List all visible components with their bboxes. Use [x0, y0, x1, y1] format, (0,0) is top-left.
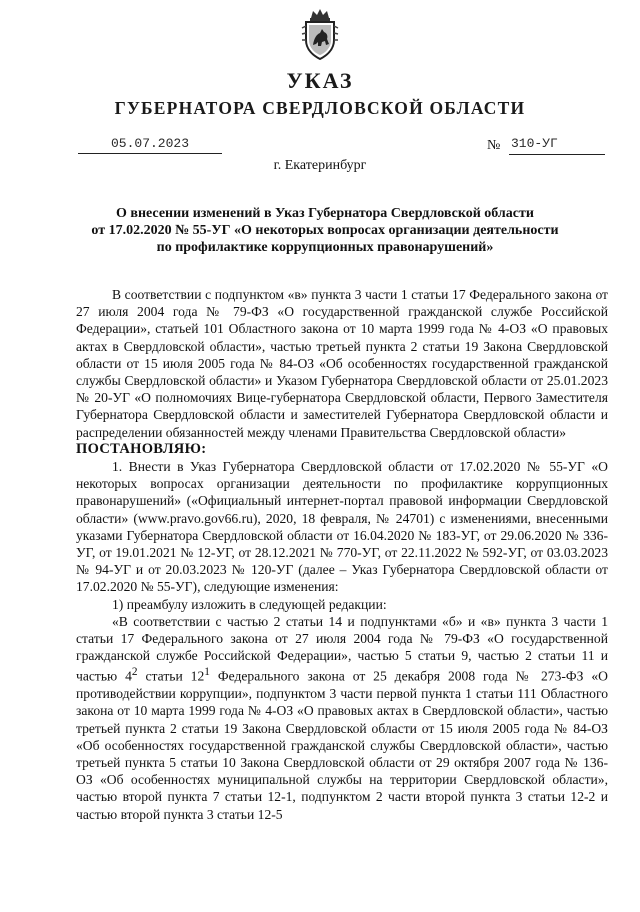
heading-line: О внесении изменений в Указ Губернатора Свердловской области: [116, 206, 534, 221]
quote-text: статьи 12: [137, 669, 205, 684]
document-body: [76, 286, 608, 823]
quote-text: Федерального закона от 25 декабря 2008 года № 273-ФЗ «О противодействии коррупции», подпунктом 3 части первой пункта 1 статьи 111 Областного закона от 10 марта 1999 года № 4-ОЗ «О правовых актах в Свердловской области», частью третьей пункта 2 статьи 19 Закона Свердловской области от 15 июля 2005 года № 84-ОЗ «Об особенностях государственной гражданской службы Свердловской области», частью третьей пункта 5 статьи 10 Закона Свердловской области от 29 октября 2007 года № 136-ОЗ «Об особенностях муниципальной службы на территории Свердловской области», частью второй пункта 7 статьи 12-1, подпунктом 2 части второй пункта 3 статьи 12-2 и частью второй пункта 3 статьи 12-5: [76, 669, 608, 822]
number-label: №: [487, 138, 501, 153]
document-subtitle: ГУБЕРНАТОРА СВЕРДЛОВСКОЙ ОБЛАСТИ: [114, 98, 526, 118]
number-underline: [509, 154, 605, 155]
number-value: 310-УГ: [511, 136, 558, 151]
document-title: УКАЗ: [286, 68, 354, 93]
heading-line: по профилактике коррупционных правонарушений»: [156, 240, 494, 255]
preamble-paragraph: В соответствии с подпунктом «в» пункта 3 части 1 статьи 17 Федерального закона от 27 июля 2004 года № 79-ФЗ «О государственной гражданской службе Российской Федерации», статьей 101 Областного закона от 10 марта 1999 года № 4-ОЗ «О правовых актах в Свердловской области», частью третьей пункта 2 статьи 19 Закона Свердловской области от 15 июля 2005 года № 84-ОЗ «Об особенностях государственной гражданской службы Свердловской области» и Указом Губернатора Свердловской области от 25.01.2023 № 20-УГ «О полномочиях Вице-губернатора Свердловской области, Первого Заместителя Губернатора Свердловской области и заместителей Губернатора Свердловской области и распределении обязанностей между членами Правительства Свердловской области»: [76, 287, 608, 440]
date-value: 05.07.2023: [110, 136, 189, 151]
coat-of-arms-icon: [298, 8, 342, 60]
item-1-paragraph: 1. Внести в Указ Губернатора Свердловской области от 17.02.2020 № 55-УГ «О некоторых вопросах организации деятельности по профилактике коррупционных правонарушений» («Официальный интернет-портал правовой информации Свердловской области» (www.pravo.gov66.ru), 2020, 18 февраля, № 24701) с изменениями, внесенными указами Губернатора Свердловской области от 16.04.2020 № 183-УГ, от 29.06.2020 № 336-УГ, от 19.01.2021 № 12-УГ, от 28.12.2021 № 770-УГ, от 22.11.2022 № 592-УГ, от 03.03.2023 № 94-УГ и от 20.03.2023 № 120-УГ (далее – Указ Губернатора Свердловской области от 17.02.2020 № 55-УГ), следующие изменения:: [76, 459, 608, 595]
document-heading: [90, 205, 560, 256]
quote-text: «В соответствии с частью 2 статьи 14 и подпунктами «б» и «в» пункта 3 части 1 статьи 17 Федерального закона от 27 июля 2004 года № 79-ФЗ «О государственной гражданской службе Российской Федерации», частью 5 статьи 9, частью 2 статьи 11 и частью 4: [76, 613, 608, 684]
city-line: г. Екатеринбург: [273, 158, 367, 173]
subitem-1-paragraph: 1) преамбулу изложить в следующей редакции:: [112, 596, 387, 612]
superscript: 2: [131, 666, 138, 679]
date-underline: [78, 153, 222, 154]
quoted-preamble-paragraph: [76, 613, 608, 823]
superscript: 1: [204, 666, 210, 679]
decree-word: ПОСТАНОВЛЯЮ:: [76, 440, 207, 457]
heading-line: от 17.02.2020 № 55-УГ «О некоторых вопросах организации деятельности: [91, 223, 559, 238]
date-field: [78, 136, 222, 154]
